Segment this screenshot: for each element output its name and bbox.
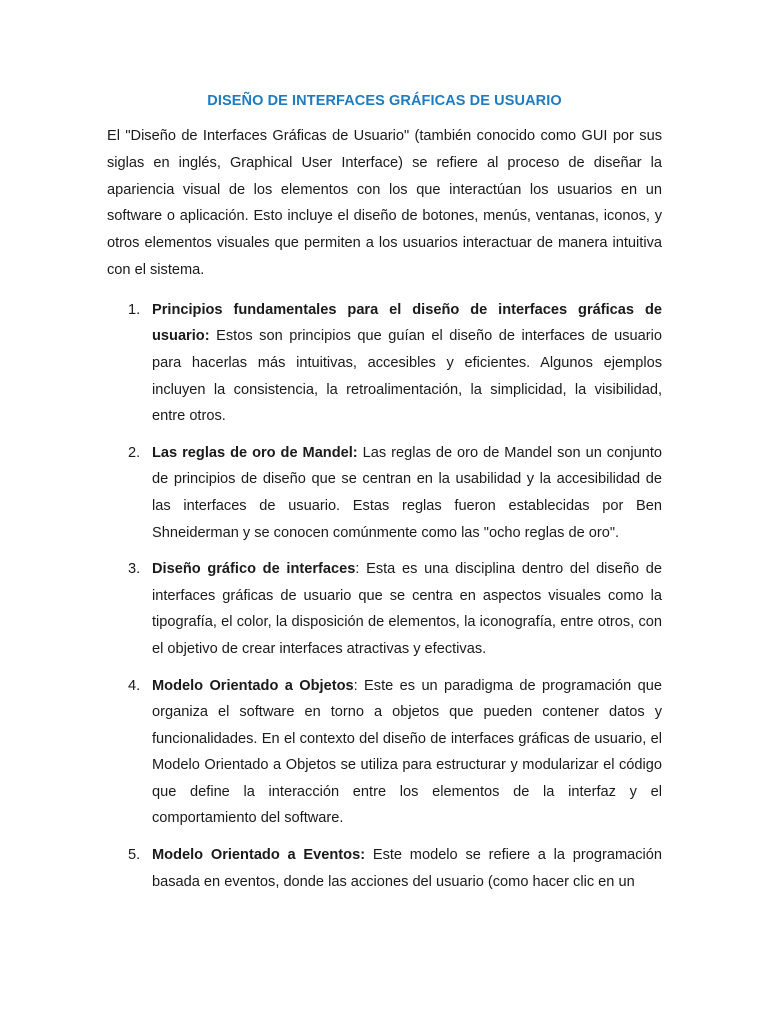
list-item-text: Las reglas de oro de Mandel son un conjunto de principios de diseño que se centran en la usabilidad y la accesibilidad de las interfaces de usuario. Estas reglas fueron establecidas por Ben Shneiderman y se conocen comúnmente como las "ocho reglas de oro". (152, 444, 662, 541)
list-item (107, 297, 662, 430)
list-item (107, 556, 662, 662)
list-item (107, 842, 662, 895)
list-item-text: : Este es un paradigma de programación que organiza el software en torno a objetos que pueden contener datos y funcionalidades. En el contexto del diseño de interfaces gráficas de usuario, el Modelo Orientado a Objetos se utiliza para estructurar y modularizar el código que define la interacción entre los elementos de la interfaz y el comportamiento del software. (152, 677, 662, 827)
list-item-number: 3. (128, 561, 141, 578)
list-item-number: 1. (128, 301, 141, 318)
list-item (107, 673, 662, 833)
list-item-text: Estos son principios que guían el diseño de interfaces de usuario para hacerlas más intuitivas, accesibles y eficientes. Algunos ejemplos incluyen la consistencia, la retroalimentación, la simplicidad, la visibilidad, entre otros. (152, 328, 662, 425)
list-item-text: : Esta es una disciplina dentro del diseño de interfaces gráficas de usuario que se centra en aspectos visuales como la tipografía, el color, la disposición de elementos, la iconografía, entre otros, con el objetivo de crear interfaces atractivas y efectivas. (152, 561, 662, 657)
list-item-term: Principios fundamentales para el diseño de interfaces gráficas de usuario: (152, 301, 662, 345)
list-item-term: Diseño gráfico de interfaces (152, 561, 356, 578)
list-item-text: Este modelo se refiere a la programación basada en eventos, donde las acciones del usuario (como hacer clic en un (152, 847, 663, 890)
intro-paragraph: El "Diseño de Interfaces Gráficas de Usuario" (también conocido como GUI por sus siglas en inglés, Graphical User Interface) se refiere al proceso de diseñar la apariencia visual de los elementos con los que interactúan los usuarios en un software o aplicación. Esto incluye el diseño de botones, menús, ventanas, iconos, y otros elementos visuales que permiten a los usuarios interactuar de manera intuitiva con el sistema. (107, 128, 662, 278)
list-item (107, 440, 662, 546)
list-item-number: 4. (128, 677, 141, 694)
list-item-number: 2. (128, 444, 141, 461)
document-page (107, 88, 662, 905)
list-item-number: 5. (128, 847, 141, 864)
list-item-term: Las reglas de oro de Mandel: (152, 444, 358, 461)
document-title: DISEÑO DE INTERFACES GRÁFICAS DE USUARIO (207, 93, 562, 109)
list-item-term: Modelo Orientado a Eventos: (152, 847, 366, 864)
topic-list (107, 297, 662, 895)
list-item-term: Modelo Orientado a Objetos (152, 677, 354, 694)
